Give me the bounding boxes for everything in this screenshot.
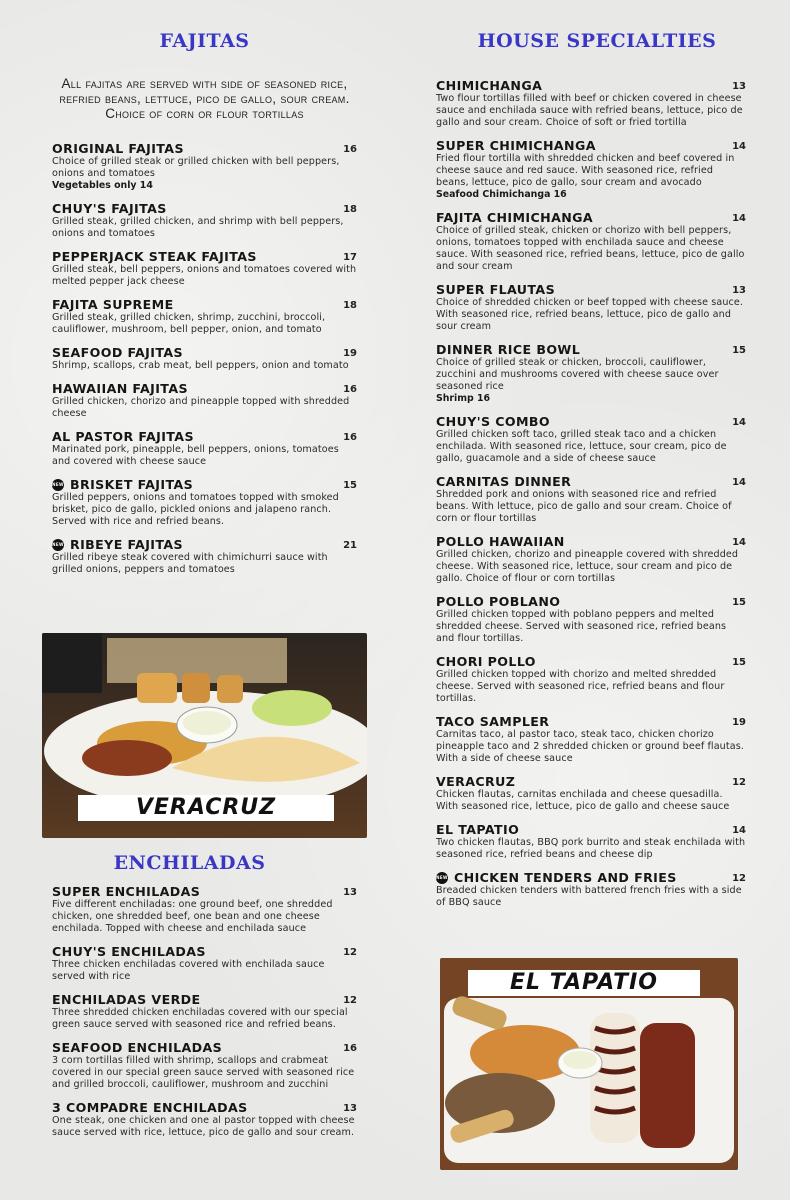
menu-item-header (436, 774, 746, 789)
menu-item-chuy-s-combo (436, 414, 746, 465)
menu-item-price: 15 (343, 480, 357, 491)
menu-item-name-text: CARNITAS DINNER (436, 474, 572, 489)
menu-item-name (52, 1040, 222, 1055)
menu-item-description: Three chicken enchiladas covered with enchilada sauce served with rice (52, 959, 325, 982)
menu-item-description: One steak, one chicken and one al pastor topped with cheese sauce served with rice, lettuce, pico de gallo and sour cream. (52, 1115, 355, 1138)
menu-item-price: 14 (732, 537, 746, 548)
menu-item-price: 15 (732, 597, 746, 608)
menu-item-name-text: POLLO HAWAIIAN (436, 534, 565, 549)
menu-item-header (436, 594, 746, 609)
menu-item-description: Grilled chicken soft taco, grilled steak taco and a chicken enchilada. With seasoned rice, lettuce, sour cream, pico de gallo, guacamole and a side of cheese sauce (436, 429, 727, 464)
menu-item-name (52, 141, 184, 156)
menu-item-name (436, 282, 555, 297)
menu-item-header (52, 201, 357, 216)
menu-item-price: 15 (732, 345, 746, 356)
menu-item-chuy-s-enchiladas (52, 944, 357, 983)
menu-item-description: Choice of grilled steak, chicken or chorizo with bell peppers, onions, tomatoes topped with enchilada sauce and cheese sauce. With seasoned rice, refried beans, lettuce, pico de gallo and sour cream (436, 225, 745, 272)
menu-item-name (436, 714, 549, 729)
menu-item-name-text: EL TAPATIO (436, 822, 520, 837)
menu-item-header (436, 78, 746, 93)
menu-item-taco-sampler (436, 714, 746, 765)
menu-item-name-text: SEAFOOD FAJITAS (52, 345, 183, 360)
menu-item-pollo-hawaiian (436, 534, 746, 585)
menu-item-description: Five different enchiladas: one ground beef, one shredded chicken, one shredded beef, one bean and one cheese enchilada. Topped with cheese and enchilada sauce (52, 899, 333, 934)
menu-item-name (436, 138, 596, 153)
menu-item-super-enchiladas (52, 884, 357, 935)
menu-item-header (436, 714, 746, 729)
veracruz-label: VERACRUZ (78, 795, 334, 821)
menu-item-name (52, 537, 183, 552)
menu-item-description: Grilled steak, grilled chicken, and shrimp with bell peppers, onions and tomatoes (52, 216, 344, 239)
menu-item-chicken-tenders-and-fries (436, 870, 746, 909)
menu-item-price: 13 (732, 81, 746, 92)
house-specialties-list (436, 78, 746, 909)
menu-item-super-chimichanga (436, 138, 746, 201)
menu-item-price: 14 (732, 477, 746, 488)
menu-item-brisket-fajitas (52, 477, 357, 528)
menu-item-name-text: SUPER FLAUTAS (436, 282, 556, 297)
menu-item-name-text: 3 COMPADRE ENCHILADAS (52, 1100, 248, 1115)
menu-item-name (52, 477, 193, 492)
menu-item-dinner-rice-bowl (436, 342, 746, 405)
menu-item-name (52, 345, 183, 360)
menu-item-description: Grilled chicken, chorizo and pineapple topped with shredded cheese (52, 396, 350, 419)
menu-item-price: 12 (732, 777, 746, 788)
menu-item-name-text: HAWAIIAN FAJITAS (52, 381, 188, 396)
menu-item-description: Shrimp, scallops, crab meat, bell peppers, onion and tomato (52, 360, 349, 371)
menu-item-header (436, 282, 746, 297)
menu-item-name (436, 774, 515, 789)
menu-item-description: Grilled chicken, chorizo and pineapple covered with shredded cheese. With seasoned rice, lettuce, sour cream and pico de gallo. Choice of flour or corn tortillas (436, 549, 739, 584)
menu-item-header (52, 381, 357, 396)
menu-item-description: Grilled chicken topped with chorizo and melted shredded cheese. Served with seasoned rice, refried beans and flour tortillas. (436, 669, 725, 704)
menu-item-name-text: RIBEYE FAJITAS (70, 537, 183, 552)
menu-item-description: Breaded chicken tenders with battered french fries with a side of BBQ sauce (436, 885, 742, 908)
menu-item-header (436, 822, 746, 837)
menu-item-description: Fried flour tortilla with shredded chicken and beef covered in cheese sauce and red sauce. With seasoned rice, refried beans, lettuce, pico de gallo, sour cream and avocado (436, 153, 735, 188)
menu-item-description: Shredded pork and onions with seasoned rice and refried beans. With lettuce, pico de gallo and sour cream. Choice of corn or flour tortillas (436, 489, 732, 524)
menu-item-name (52, 944, 206, 959)
menu-item-header (436, 210, 746, 225)
menu-item-name (436, 210, 593, 225)
menu-item-description: Grilled ribeye steak covered with chimichurri sauce with grilled onions, peppers and tomatoes (52, 552, 328, 575)
menu-item-description: Grilled steak, bell peppers, onions and tomatoes covered with melted pepper jack cheese (52, 264, 357, 287)
menu-item-price: 16 (343, 384, 357, 395)
menu-item-name (436, 342, 580, 357)
menu-item-name-text: SUPER ENCHILADAS (52, 884, 201, 899)
menu-item-3-compadre-enchiladas (52, 1100, 357, 1139)
new-badge-icon: NEW (52, 539, 64, 551)
menu-item-price: 19 (732, 717, 746, 728)
menu-item-description: Choice of shredded chicken or beef topped with cheese sauce. With seasoned rice, refried beans, lettuce, pico de gallo and sour cream (436, 297, 744, 332)
right-column (436, 30, 746, 918)
menu-item-name (436, 78, 542, 93)
menu-item-description: Grilled peppers, onions and tomatoes topped with smoked brisket, pico de gallo, pickled onions and jalapeno ranch. Served with rice and refried beans. (52, 492, 339, 527)
menu-item-name (52, 297, 174, 312)
menu-item-price: 15 (732, 657, 746, 668)
el-tapatio-photo (440, 958, 738, 1170)
menu-item-name-text: DINNER RICE BOWL (436, 342, 581, 357)
menu-item-hawaiian-fajitas (52, 381, 357, 420)
menu-item-price: 12 (343, 947, 357, 958)
menu-item-header (52, 141, 357, 156)
menu-item-name-text: CHUY'S FAJITAS (52, 201, 167, 216)
menu-item-price: 13 (732, 285, 746, 296)
menu-item-description: Two flour tortillas filled with beef or chicken covered in cheese sauce and enchilada sauce with refried beans, lettuce, pico de gallo and sour cream. Choice of soft or fried tortilla (436, 93, 743, 128)
menu-item-header (436, 654, 746, 669)
menu-item-description: Choice of grilled steak or chicken, broccoli, cauliflower, zucchini and mushrooms covered with cheese sauce over seasoned rice (436, 357, 719, 392)
menu-item-el-tapatio (436, 822, 746, 861)
menu-item-header (52, 249, 357, 264)
menu-item-price: 16 (343, 1043, 357, 1054)
menu-item-header (52, 345, 357, 360)
menu-item-description: Grilled chicken topped with poblano peppers and melted shredded cheese. Served with seasoned rice, refried beans and flour tortillas. (436, 609, 727, 644)
menu-item-extra-option: Seafood Chimichanga 16 (436, 189, 567, 200)
menu-item-header (436, 138, 746, 153)
menu-item-pepperjack-steak-fajitas (52, 249, 357, 288)
menu-item-name (436, 414, 550, 429)
menu-item-name (52, 992, 201, 1007)
menu-item-pollo-poblano (436, 594, 746, 645)
menu-item-name-text: AL PASTOR FAJITAS (52, 429, 194, 444)
menu-item-description: Marinated pork, pineapple, bell peppers, onions, tomatoes and covered with cheese sauce (52, 444, 339, 467)
menu-item-super-flautas (436, 282, 746, 333)
menu-item-name (52, 429, 194, 444)
menu-item-name-text: ENCHILADAS VERDE (52, 992, 201, 1007)
menu-item-name-text: FAJITA SUPREME (52, 297, 174, 312)
menu-item-extra-option: Vegetables only 14 (52, 180, 153, 191)
menu-item-description: Chicken flautas, carnitas enchilada and cheese quesadilla. With seasoned rice, lettuce, pico de gallo and cheese sauce (436, 789, 730, 812)
menu-item-name-text: FAJITA CHIMICHANGA (436, 210, 594, 225)
menu-item-carnitas-dinner (436, 474, 746, 525)
menu-item-name (52, 884, 200, 899)
menu-item-name (436, 534, 565, 549)
menu-item-name-text: CHUY'S COMBO (436, 414, 551, 429)
menu-item-name-text: PEPPERJACK STEAK FAJITAS (52, 249, 257, 264)
menu-item-veracruz (436, 774, 746, 813)
menu-item-name (436, 822, 519, 837)
menu-item-header (52, 884, 357, 899)
veracruz-photo (42, 633, 367, 838)
menu-item-price: 18 (343, 204, 357, 215)
menu-item-fajita-chimichanga (436, 210, 746, 273)
menu-item-name-text: POLLO POBLANO (436, 594, 561, 609)
menu-item-name (436, 654, 536, 669)
menu-item-name-text: VERACRUZ (436, 774, 516, 789)
new-badge-icon: NEW (436, 872, 448, 884)
menu-item-name-text: ORIGINAL FAJITAS (52, 141, 184, 156)
menu-item-name (52, 381, 188, 396)
menu-item-price: 12 (732, 873, 746, 884)
el-tapatio-label: EL TAPATIO (468, 970, 700, 996)
menu-item-price: 19 (343, 348, 357, 359)
menu-item-seafood-fajitas (52, 345, 357, 372)
menu-item-price: 14 (732, 825, 746, 836)
enchiladas-section (52, 852, 357, 1148)
menu-item-description: 3 corn tortillas filled with shrimp, scallops and crabmeat covered in our special green sauce served with seasoned rice and grilled broccoli, cauliflower, mushroom and zucchini (52, 1055, 355, 1090)
menu-item-description: Choice of grilled steak or grilled chicken with bell peppers, onions and tomatoes (52, 156, 340, 179)
menu-item-description: Carnitas taco, al pastor taco, steak taco, chicken chorizo pineapple taco and 2 shredded chicken or ground beef flautas. With a side of cheese sauce (436, 729, 744, 764)
fajitas-title: FAJITAS (159, 30, 250, 52)
menu-item-header (52, 944, 357, 959)
menu-item-header (436, 870, 746, 885)
menu-item-name (436, 594, 560, 609)
menu-item-chimichanga (436, 78, 746, 129)
menu-item-price: 16 (343, 432, 357, 443)
menu-item-price: 17 (343, 252, 357, 263)
menu-item-name (52, 201, 167, 216)
menu-item-name-text: BRISKET FAJITAS (70, 477, 194, 492)
menu-item-price: 21 (343, 540, 357, 551)
menu-item-price: 14 (732, 417, 746, 428)
menu-item-name (52, 1100, 248, 1115)
menu-item-name-text: CHICKEN TENDERS AND FRIES (454, 870, 677, 885)
menu-item-enchiladas-verde (52, 992, 357, 1031)
menu-item-name-text: CHIMICHANGA (436, 78, 543, 93)
menu-item-chuy-s-fajitas (52, 201, 357, 240)
menu-item-header (52, 992, 357, 1007)
menu-item-price: 12 (343, 995, 357, 1006)
new-badge-icon: NEW (52, 479, 64, 491)
menu-item-header (436, 534, 746, 549)
fajitas-intro: All fajitas are served with side of seasoned rice, refried beans, lettuce, pico de gallo, sour cream. Choice of corn or flour tortillas (59, 76, 350, 121)
menu-item-name (436, 474, 571, 489)
menu-item-price: 13 (343, 887, 357, 898)
menu-item-seafood-enchiladas (52, 1040, 357, 1091)
menu-item-name-text: SEAFOOD ENCHILADAS (52, 1040, 223, 1055)
menu-item-name-text: CHORI POLLO (436, 654, 536, 669)
menu-item-original-fajitas (52, 141, 357, 192)
menu-item-header (52, 297, 357, 312)
house-specialties-title: HOUSE SPECIALTIES (477, 30, 717, 52)
menu-item-name-text: CHUY'S ENCHILADAS (52, 944, 206, 959)
enchiladas-list (52, 884, 357, 1139)
fajitas-list (52, 141, 357, 576)
menu-item-price: 14 (732, 213, 746, 224)
menu-item-header (52, 1100, 357, 1115)
menu-item-al-pastor-fajitas (52, 429, 357, 468)
menu-item-description: Two chicken flautas, BBQ pork burrito and steak enchilada with seasoned rice, refried beans and cheese dip (436, 837, 746, 860)
menu-item-fajita-supreme (52, 297, 357, 336)
menu-item-extra-option: Shrimp 16 (436, 393, 491, 404)
menu-item-name-text: TACO SAMPLER (436, 714, 550, 729)
menu-item-name (52, 249, 257, 264)
menu-item-name-text: SUPER CHIMICHANGA (436, 138, 596, 153)
menu-item-price: 13 (343, 1103, 357, 1114)
menu-item-name (436, 870, 677, 885)
menu-item-header (436, 414, 746, 429)
menu-item-price: 16 (343, 144, 357, 155)
menu-item-description: Grilled steak, grilled chicken, shrimp, zucchini, broccoli, cauliflower, mushroom, bell pepper, onion, and tomato (52, 312, 326, 335)
menu-item-header (52, 537, 357, 552)
menu-item-header (52, 477, 357, 492)
menu-item-price: 14 (732, 141, 746, 152)
menu-item-header (436, 342, 746, 357)
menu-item-header (52, 1040, 357, 1055)
menu-item-header (436, 474, 746, 489)
enchiladas-title: ENCHILADAS (113, 852, 266, 874)
left-column (52, 30, 357, 585)
menu-item-chori-pollo (436, 654, 746, 705)
menu-item-header (52, 429, 357, 444)
menu-item-price: 18 (343, 300, 357, 311)
menu-item-description: Three shredded chicken enchiladas covered with our special green sauce served with seasoned rice and refried beans. (52, 1007, 348, 1030)
menu-item-ribeye-fajitas (52, 537, 357, 576)
